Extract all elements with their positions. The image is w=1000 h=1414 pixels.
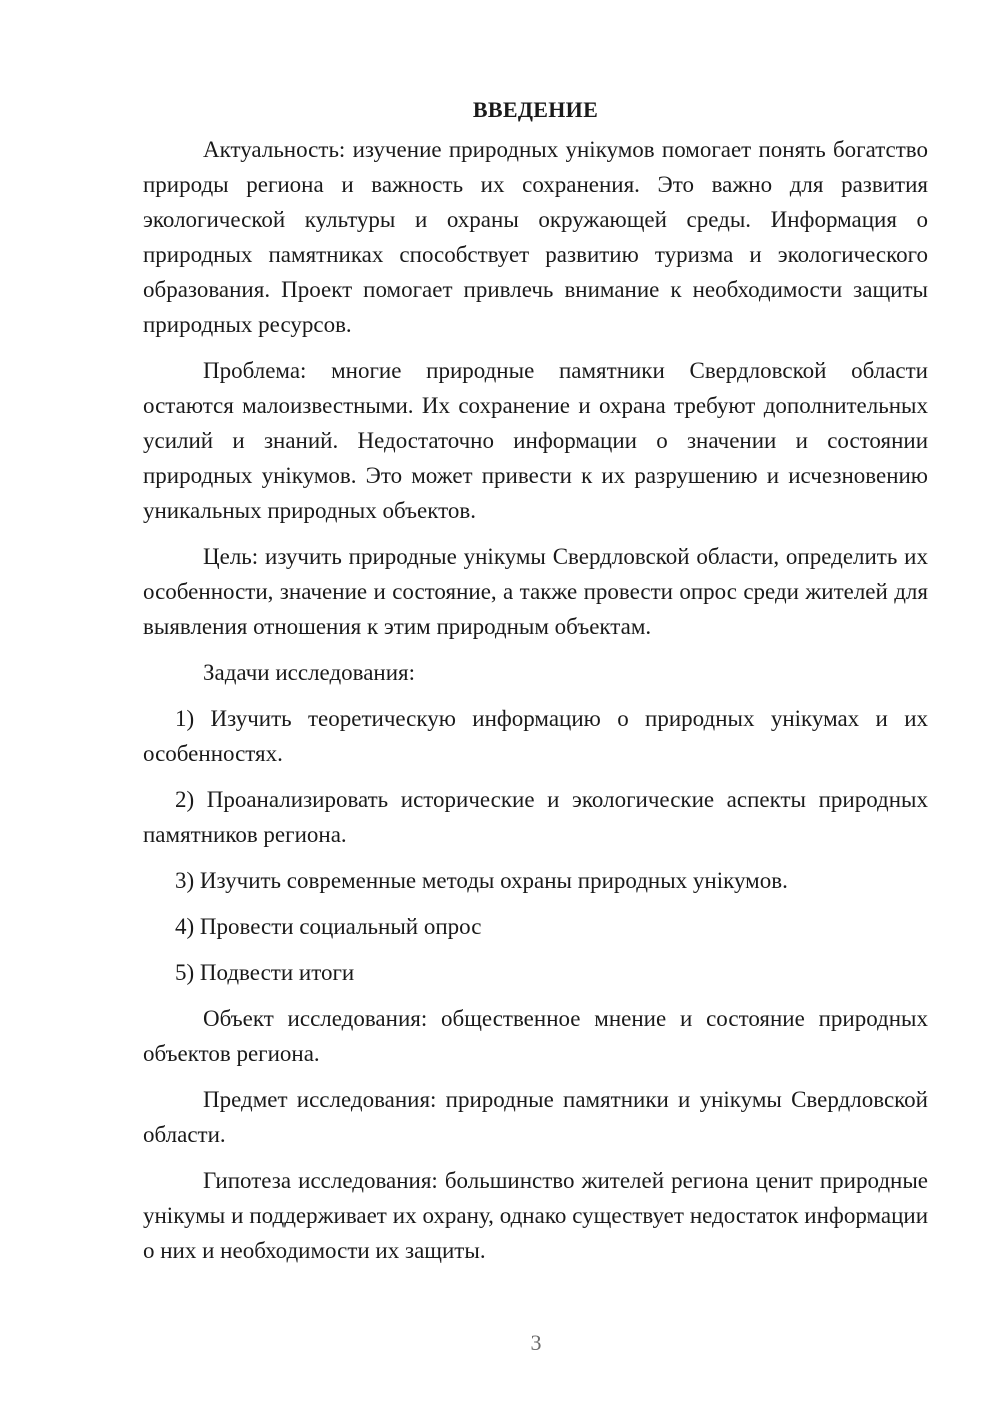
list-item-task-1: 1) Изучить теоретическую информацию о природных унікумах и их особенностях. [143,706,928,766]
paragraph-object: Объект исследования: общественное мнение и состояние природных объектов региона. [143,1006,928,1066]
paragraph-subject: Предмет исследования: природные памятники и унікумы Свердловской области. [143,1087,928,1147]
document-page [143,88,928,1268]
paragraph-problem: Проблема: многие природные памятники Свердловской области остаются малоизвестными. Их сохранение и охрана требуют дополнительных усилий и знаний. Недостаточно информации о значении и состоянии природных унікумов. Это может привести к их разрушению и исчезновению уникальных природных объектов. [143,358,928,523]
paragraph-relevance: Актуальность: изучение природных унікумов помогает понять богатство природы региона и важность их сохранения. Это важно для развития экологической культуры и охраны окружающей среды. Информация о природных памятниках способствует развитию туризма и экологического образования. Проект помогает привлечь внимание к необходимости защиты природных ресурсов. [143,137,928,337]
list-item-task-4: 4) Провести социальный опрос [175,914,482,939]
paragraph-goal: Цель: изучить природные унікумы Свердловской области, определить их особенности, значение и состояние, а также провести опрос среди жителей для выявления отношения к этим природным объектам. [143,544,928,639]
paragraph-hypothesis: Гипотеза исследования: большинство жителей региона ценит природные унікумы и поддерживает их охрану, однако существует недостаток информации о них и необходимости их защиты. [143,1168,928,1263]
list-item-task-2: 2) Проанализировать исторические и экологические аспекты природных памятников региона. [143,787,928,847]
list-item-task-5: 5) Подвести итоги [175,960,355,985]
list-item-task-3: 3) Изучить современные методы охраны природных унікумов. [175,868,788,893]
tasks-heading: Задачи исследования: [203,660,416,685]
section-title: ВВЕДЕНИЕ [472,97,599,122]
page-number: 3 [530,1330,542,1355]
